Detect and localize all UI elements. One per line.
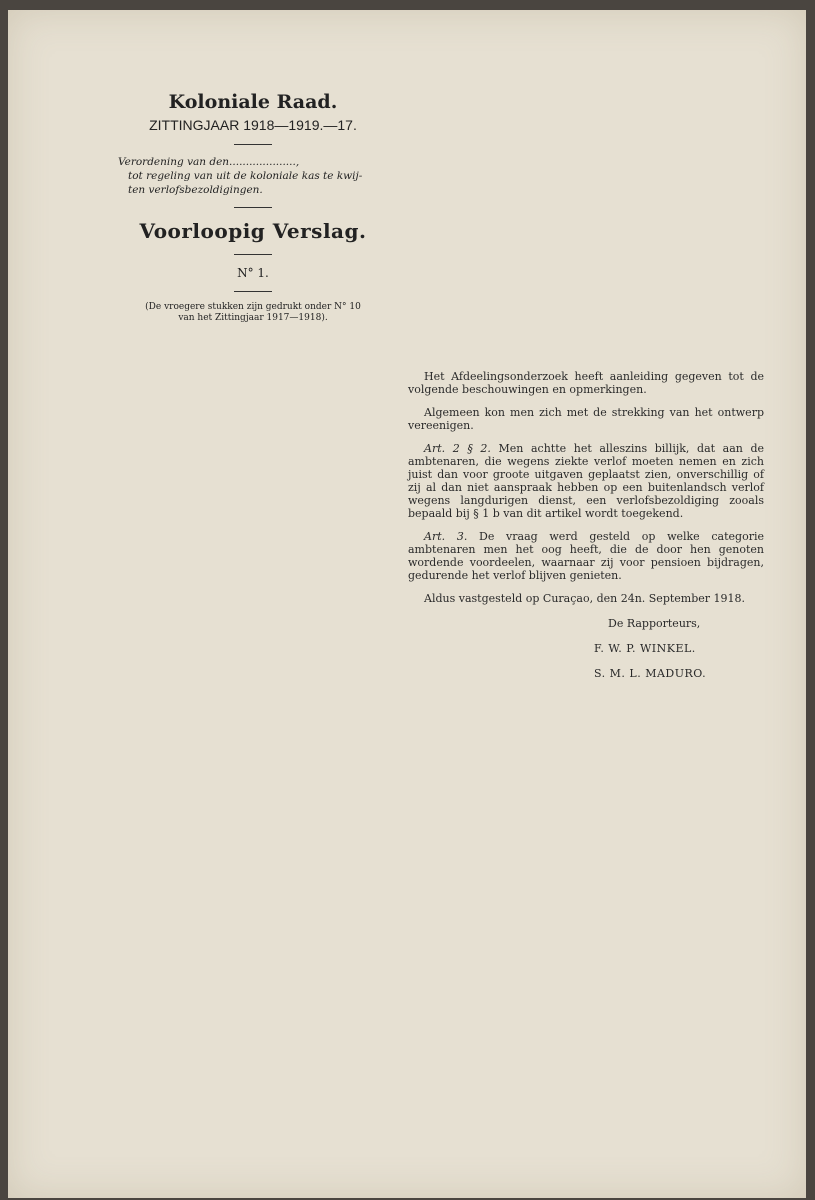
report-number: N° 1. [237,266,269,280]
article-3-text: De vraag werd gesteld op welke categorie ambtenaren men het oog heeft, die de door hen genoten wordende voordeelen, waarnaar zij voor pensioen bijdragen, gedurende het verlof blijven genieten. [408,530,764,582]
divider [234,254,272,255]
divider [234,144,272,145]
paragraph-art-2 [408,442,764,520]
article-2-text: Men achtte het alleszins billijk, dat aan de ambtenaren, die wegens ziekte verlof moeten nemen en zich juist dan voor groote uitgaven geplaatst zien, onverschillig of zij al dan niet aanspraak hebben op een buitenlandsch verlof wegens langdurigen dienst, een verlofsbezoldiging zooals bepaald bij § 1 b van dit artikel wordt toegekend. [408,442,765,520]
article-3-label: Art. 3. [424,530,468,543]
session-year: ZITTINGJAAR 1918—1919.—17. [149,117,357,133]
paragraph-general: Algemeen kon men zich met de strekking van het ontwerp vereenigen. [408,406,764,432]
previous-documents-note [108,302,398,324]
document-page [8,10,806,1198]
rapporteurs-label: De Rapporteurs, [608,617,701,630]
signatory-maduro: S. M. L. MADURO. [594,667,707,680]
ordinance-subject [118,155,398,197]
prev-note-line-1: (De vroegere stukken zijn gedrukt onder N° 10 [145,302,361,312]
paragraph-art-3 [408,530,764,582]
prev-note-line-2: van het Zittingjaar 1917—1918). [178,313,328,323]
closing-statement: Aldus vastgesteld op Curaçao, den 24n. September 1918. [424,592,746,605]
subject-line-2: tot regeling van uit de koloniale kas te kwij- [128,170,363,182]
subject-line-3: ten verlofsbezoldigingen. [128,184,263,196]
divider [234,207,272,208]
paragraph-intro: Het Afdeelingsonderzoek heeft aanleiding gegeven tot de volgende beschouwingen en opmerkingen. [408,370,764,396]
report-title: Voorloopig Verslag. [139,219,367,243]
council-title: Koloniale Raad. [168,91,338,113]
subject-line-1: Verordening van den...................., [118,156,300,168]
divider [234,291,272,292]
signatory-winkel: F. W. P. WINKEL. [594,642,696,655]
article-2-label: Art. 2 § 2. [424,442,491,455]
report-body [408,370,764,680]
document-header [108,90,398,324]
